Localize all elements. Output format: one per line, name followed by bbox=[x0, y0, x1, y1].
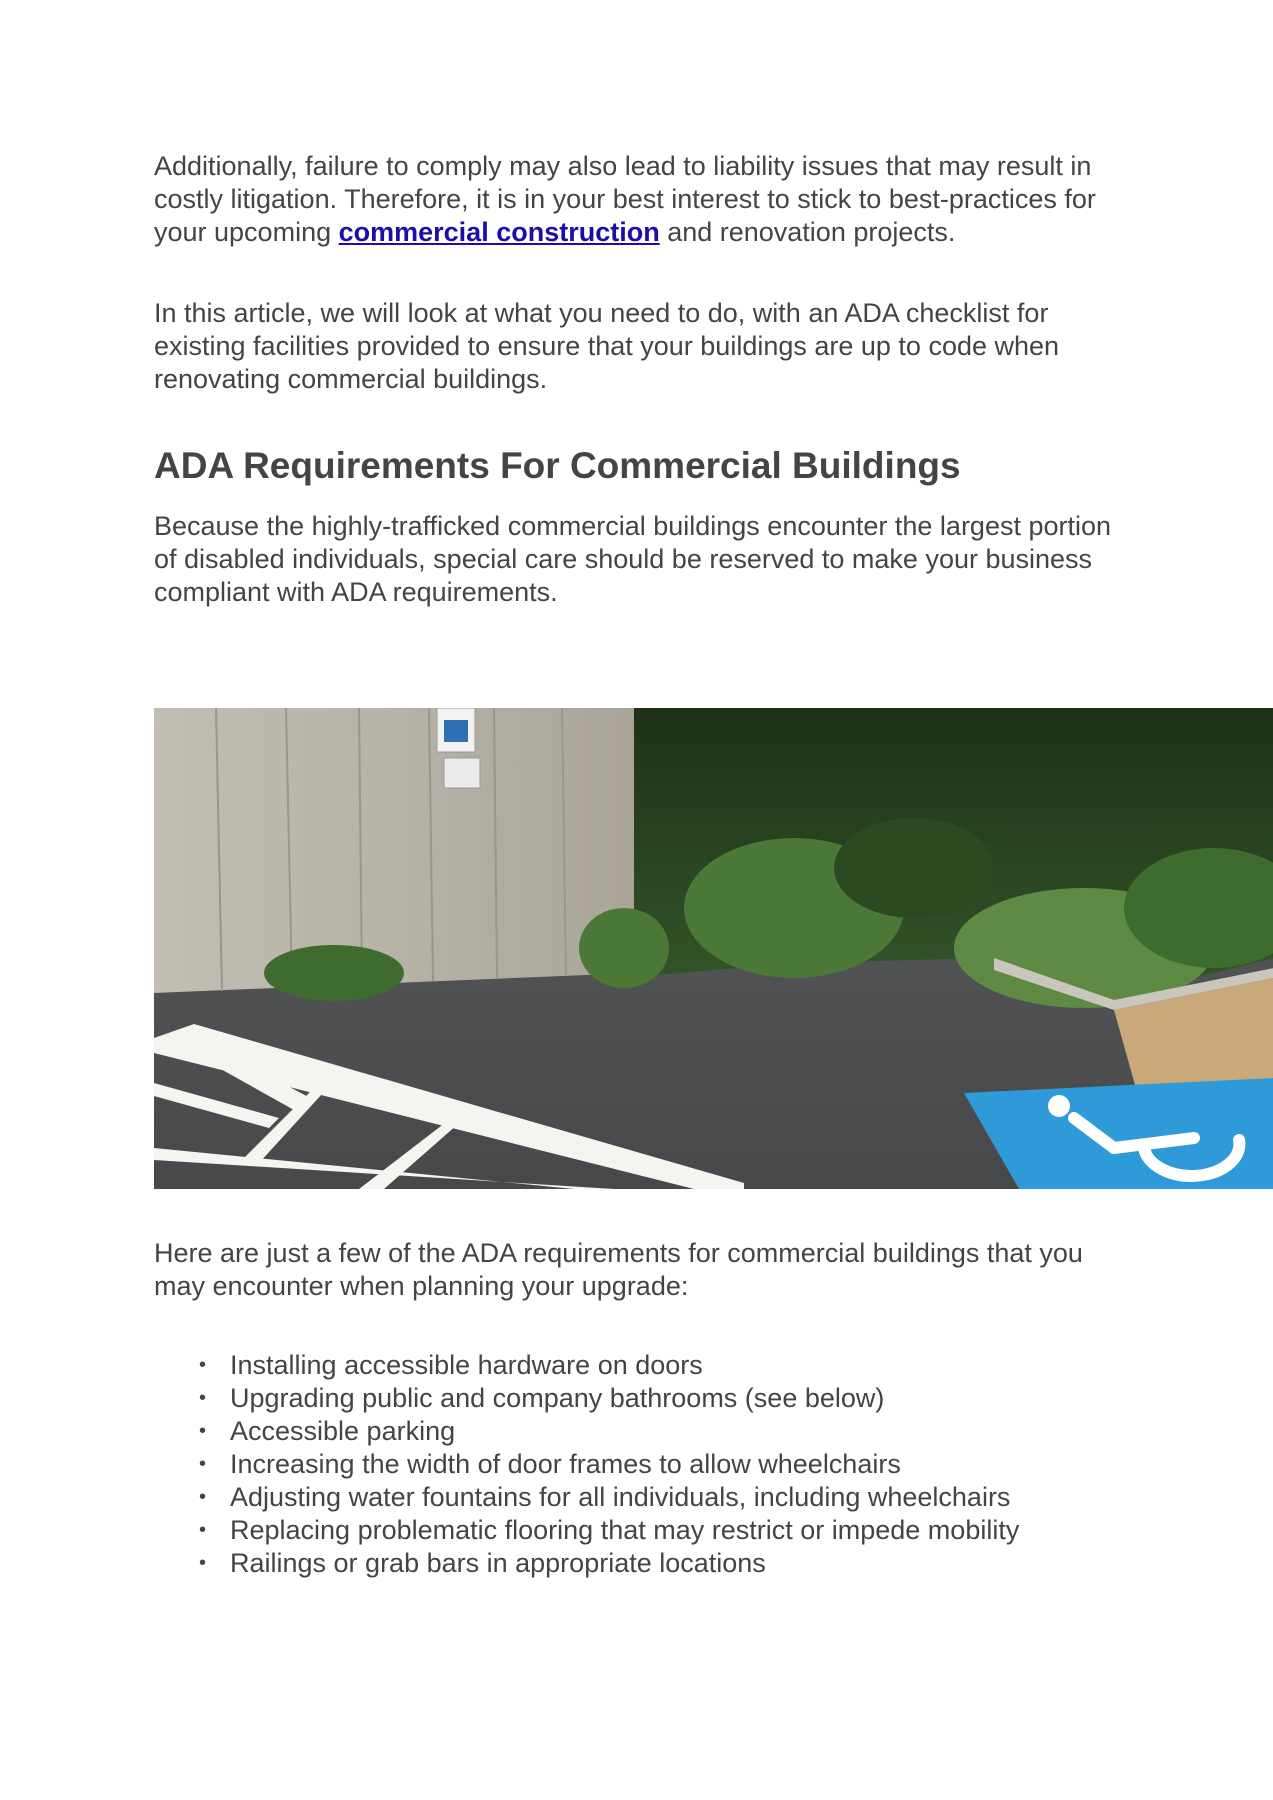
bullet-icon: • bbox=[199, 1453, 207, 1475]
list-item-text: Replacing problematic flooring that may restrict or impede mobility bbox=[230, 1515, 1020, 1545]
bullet-icon: • bbox=[199, 1387, 207, 1409]
bullet-icon: • bbox=[199, 1519, 207, 1541]
article-top bbox=[154, 150, 1114, 609]
parking-lot-photo bbox=[154, 708, 1273, 1189]
bullet-icon: • bbox=[199, 1354, 207, 1376]
list-item-text: Adjusting water fountains for all individuals, including wheelchairs bbox=[230, 1482, 1011, 1512]
bullet-icon: • bbox=[199, 1552, 207, 1574]
intro-paragraph-1 bbox=[154, 150, 1114, 249]
section-heading: ADA Requirements For Commercial Buildings bbox=[154, 445, 961, 486]
list-item-text: Accessible parking bbox=[230, 1416, 456, 1446]
list-intro-paragraph: Here are just a few of the ADA requirements for commercial buildings that you may encounter when planning your upgrade: bbox=[154, 1238, 1083, 1301]
intro-p1-text-after: and renovation projects. bbox=[659, 217, 956, 247]
list-item-text: Increasing the width of door frames to allow wheelchairs bbox=[230, 1449, 901, 1479]
section-paragraph: Because the highly-trafficked commercial buildings encounter the largest portion of disabled individuals, special care should be reserved to make your business compliant with ADA requirements. bbox=[154, 511, 1112, 607]
bullet-icon: • bbox=[199, 1486, 207, 1508]
list-item-text: Upgrading public and company bathrooms (see below) bbox=[230, 1383, 885, 1413]
commercial-construction-link[interactable]: commercial construction bbox=[338, 217, 660, 247]
list-item bbox=[199, 1382, 1114, 1415]
article-bottom bbox=[154, 1237, 1114, 1580]
intro-p1-text-before: Additionally, failure to comply may also lead to liability issues that may result in costly litigation. Therefore, it is in your best interest to stick to best-practices for your upcoming bbox=[154, 151, 1096, 247]
list-item bbox=[199, 1481, 1114, 1514]
list-item-text: Railings or grab bars in appropriate locations bbox=[230, 1548, 766, 1578]
list-item bbox=[199, 1448, 1114, 1481]
list-item bbox=[199, 1514, 1114, 1547]
list-item-text: Installing accessible hardware on doors bbox=[230, 1350, 703, 1380]
requirements-list bbox=[154, 1349, 1114, 1580]
intro-paragraph-2: In this article, we will look at what you need to do, with an ADA checklist for existing facilities provided to ensure that your buildings are up to code when renovating commercial buildings. bbox=[154, 298, 1060, 394]
list-item bbox=[199, 1415, 1114, 1448]
list-item bbox=[199, 1349, 1114, 1382]
list-item bbox=[199, 1547, 1114, 1580]
bullet-icon: • bbox=[199, 1420, 207, 1442]
